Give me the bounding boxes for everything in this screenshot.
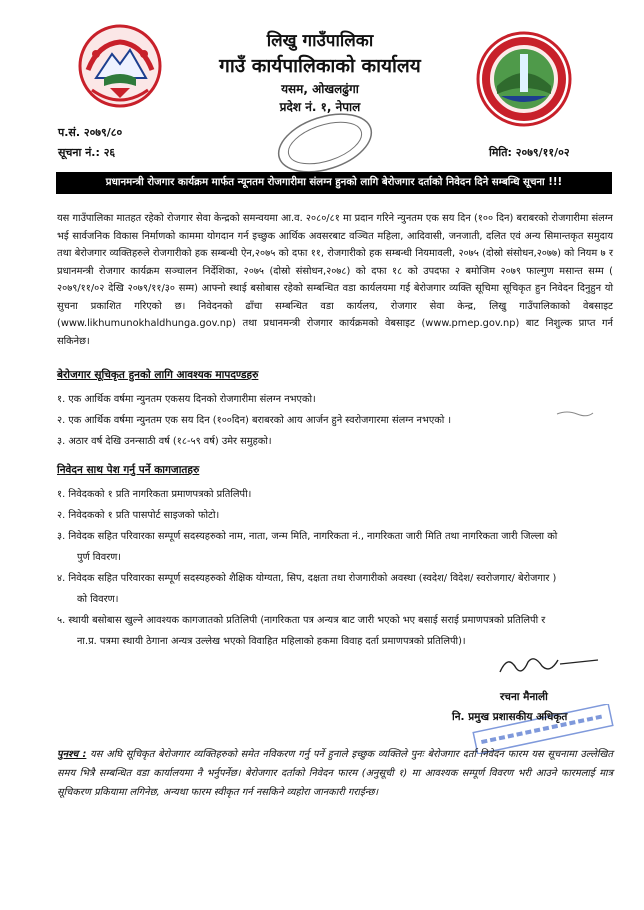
list-item	[57, 610, 617, 652]
postscript-text: यस अघि सूचिकृत बेरोजगार व्यक्तिहरुको समेत नविकरण गर्नु पर्ने हुनाले इच्छुक व्यक्तिले पुनः बेरोजगार दर्ता निवेदन फारम यस सूचनामा उल्लेखित समय भित्रै सम्बन्धित वडा कार्यालयमा नै भर्नुपर्नेछ। बेरोजगार दर्ताको निवेदन फारम (अनुसूची १) मा आवश्यक सम्पूर्ण विवरण भरी आउने फारमलाई मात्र सूचिकरण प्रकियामा लगिनेछ, अन्यथा फारम स्वीकृत गर्न नसकिने व्यहोरा जानकारी गराईन्छ।	[57, 749, 613, 798]
list-item-continuation: को विवरण।	[77, 594, 119, 605]
signatory-name: रचना मैनाली	[500, 691, 548, 703]
list-item	[57, 568, 617, 610]
documents-list	[57, 484, 617, 652]
postscript-lead: पुनश्च :	[57, 749, 87, 760]
list-item-text: ३. निवेदक सहित परिवारका सम्पूर्ण सदस्यहरुको नाम, नाता, जन्म मिति, नागरिकता नं., नागरिकता जारी मिति तथा नागरिकता जारी जिल्ला को	[57, 531, 558, 542]
fiscal-year: प.सं. २०७९/८०	[58, 126, 123, 139]
list-item: ३. अठार वर्ष देखि उनन्साठी वर्ष (१८-५९ वर्ष) उमेर समुहको।	[57, 436, 272, 447]
list-item-continuation: पुर्ण विवरण।	[77, 552, 121, 563]
notice-date: मिति: २०७९/११/०२	[489, 146, 570, 159]
notice-title: प्रधानमन्त्री रोजगार कार्यक्रम मार्फत न्यूनतम रोजगारीमा संलग्न हुनको लागि बेरोजगार दर्ताको निवेदन दिने सम्बन्धि सूचना !!!	[56, 172, 612, 194]
ink-smudge-icon	[555, 408, 595, 418]
signatory-designation: नि. प्रमुख प्रशासकीय अधिकृत	[452, 711, 568, 723]
office-title: गाउँ कार्यपालिकाको कार्यालय	[219, 55, 421, 77]
list-item-text: ४. निवेदक सहित परिवारका सम्पूर्ण सदस्यहरुको शैक्षिक योग्यता, सिप, दक्षता तथा रोजगारीको अवस्था (स्वदेश/ विदेश/ स्वरोजगार/ बेरोजगार )	[57, 573, 557, 584]
list-item	[57, 484, 617, 505]
list-item-text: १. निवेदकको १ प्रति नागरिकता प्रमाणपत्रको प्रतिलिपी।	[57, 489, 252, 500]
list-item	[57, 505, 617, 526]
criteria-heading: बेरोजगार सूचिकृत हुनको लागि आवश्यक मापदण्डहरु	[57, 369, 259, 381]
province-line: प्रदेश नं. १, नेपाल	[279, 100, 361, 114]
office-stamp-icon	[270, 108, 380, 178]
list-item-text: २. निवेदकको १ प्रति पासपोर्ट साइजको फोटो।	[57, 510, 220, 521]
municipality-logo-icon	[475, 30, 573, 128]
postscript	[57, 745, 613, 802]
list-item-text: ५. स्थायी बसोबास खुल्ने आवश्यक कागजातको प्रतिलिपी (नागरिकता पत्र अन्यत्र बाट जारी भएको भए बसाई सराई प्रमाणपत्रको प्रतिलिपी र	[57, 615, 546, 626]
office-address: यसम, ओखलढुंगा	[281, 82, 359, 96]
nepal-emblem-icon	[78, 24, 162, 108]
list-item	[57, 526, 617, 568]
office-name: लिखु गाउँपालिका	[266, 31, 374, 51]
signature-icon	[494, 650, 604, 680]
list-item: १. एक आर्थिक वर्षमा न्युनतम एकसय दिनको रोजगारीमा संलग्न नभएको।	[57, 394, 316, 405]
list-item-continuation: ना.प्र. पत्रमा स्थायी ठेगाना अन्यत्र उल्लेख भएको विवाहित महिलाको हकमा विवाह दर्ता प्रमाणपत्रको प्रतिलिपी)।	[77, 636, 466, 647]
notice-number: सूचना नं.: २६	[58, 146, 116, 159]
list-item: २. एक आर्थिक वर्षमा न्युनतम एक सय दिन (१००दिन) बराबरको आय आर्जन हुने स्वरोजगारमा संलग्न नभएको ।	[57, 415, 452, 426]
notice-body: यस गाउँपालिका मातहत रहेको रोजगार सेवा केन्द्रको समन्वयमा आ.व. २०८०/८१ मा प्रदान गरिने न्युनतम एक सय दिन (१०० दिन) बराबरको रोजगारीमा संलग्न भई सार्वजनिक विकास निर्माणको काममा योगदान गर्न इच्छुक आर्थिक अवसरबाट वञ्चित महिला, आदिवासी, जनजाती, दलित एवं अन्य सिमान्तकृत समुदाय तथा बेरोजगार व्यक्तिहरुले रोजगारीको हक सम्बन्धी ऐन,२०७५ को दफा ११, रोजगारीको हक सम्बन्धी नियमावली, २०७५ (दोस्रो संसोधन,२०७७) को नियम ७ र प्रधानमन्त्री रोजगार कार्यक्रम सञ्चालन निर्देशिका, २०७५ (दोस्रो संसोधन,२०७८) को दफा १८ को उपदफा २ बमोजिम २०७९ फाल्गुण मसान्त सम्म ( २०७९/११/०२ देखि २०७९/११/३० सम्म) आफ्नो स्थाई बसोबास रहेको सम्बन्धित वडा कार्यलयमा गई बेरोजगार व्यक्ति सूचिमा सूचिकृत हुन निवेदन दिनुहुन यो सुचना प्रकाशित गरिएको छ। निवेदनको ढाँचा सम्बन्धित वडा कार्यलय, रोजगार सेवा केन्द्र, लिखु गाउँपालिकाको वेबसाइट (www.likhumunokhaldhunga.gov.np) तथा प्रधानमन्त्री रोजगार कार्यक्रमको वेबसाइट (www.pmep.gov.np) बाट निशुल्क प्राप्त गर्न सकिनेछ।	[57, 213, 613, 347]
documents-heading: निवेदन साथ पेश गर्नु पर्ने कागजातहरु	[57, 464, 200, 476]
criteria-list	[57, 389, 617, 452]
